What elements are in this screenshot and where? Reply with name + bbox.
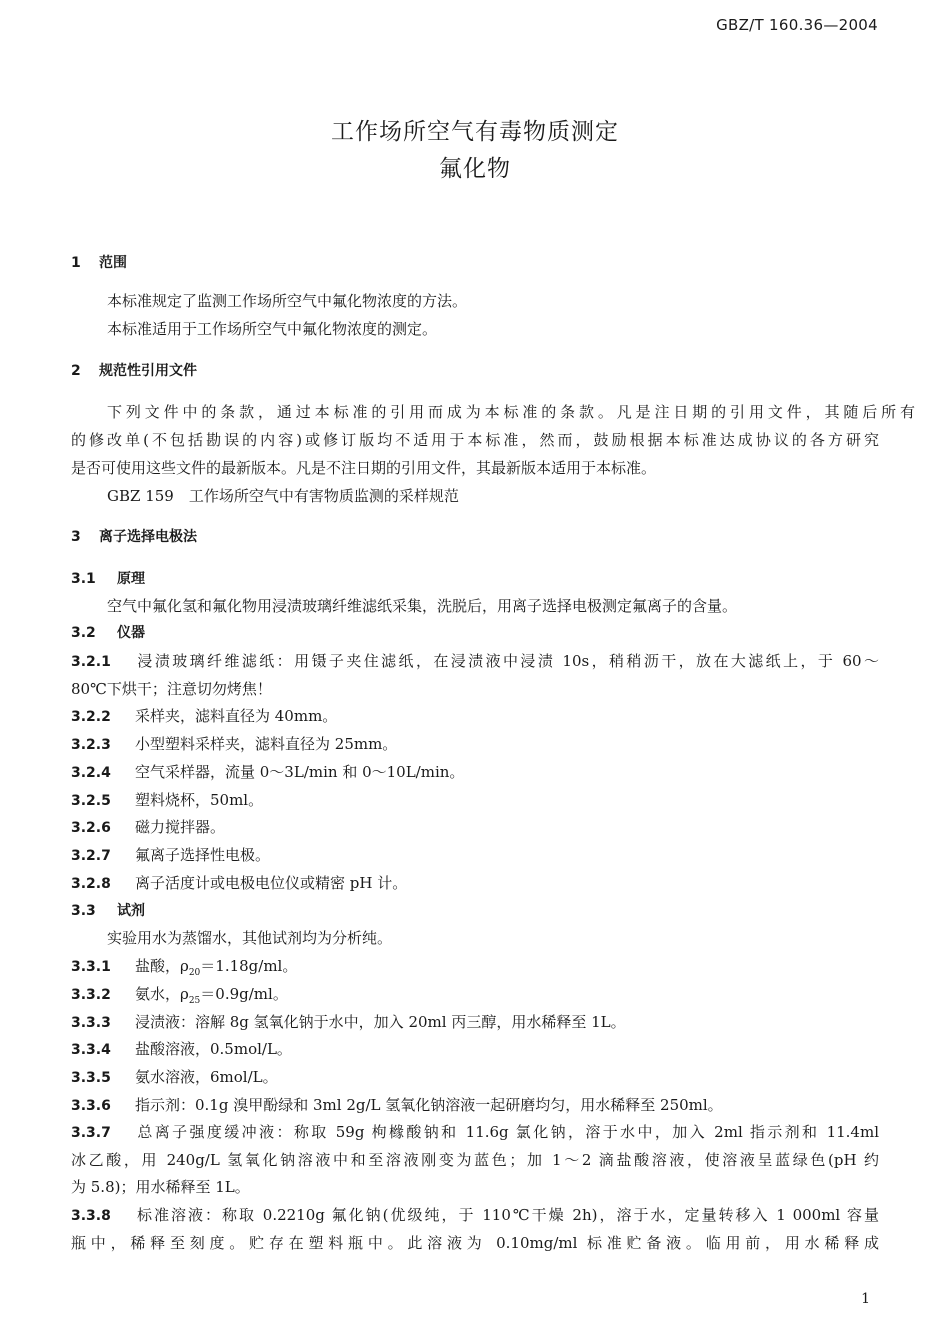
clause-3-2-7 — [71, 846, 879, 865]
clause-number: 3.2.5 — [71, 793, 111, 809]
clause-number: 3.3.3 — [71, 1015, 111, 1031]
clause-text: 采样夹，滤料直径为 40mm。 — [135, 707, 338, 725]
clause-text: 标准溶液：称取 0.2210g 氟化钠(优级纯，于 110℃干燥 2h)，溶于水，定量转移入 1 000ml 容量 — [135, 1206, 879, 1224]
clause-3-3-3 — [71, 1013, 879, 1032]
clause-3-2-2 — [71, 707, 879, 726]
clause-3-3-1 — [71, 957, 879, 982]
clause-3-2-3 — [71, 735, 879, 754]
clause-3-3-8 — [71, 1206, 879, 1225]
section-number: 2 — [71, 363, 81, 379]
subsection-number: 3.3 — [71, 903, 96, 919]
clause-3-2-4 — [71, 763, 879, 782]
clause-text: 指示剂：0.1g 溴甲酚绿和 3ml 2g/L 氢氧化钠溶液一起研磨均匀，用水稀释至 250ml。 — [135, 1096, 723, 1114]
clause-text: 盐酸，ρ — [135, 957, 189, 975]
clause-text: 浸渍液：溶解 8g 氢氧化钠于水中，加入 20ml 丙三醇，用水稀释至 1L。 — [135, 1013, 626, 1031]
subsection-number: 3.2 — [71, 625, 96, 641]
density-subscript: 25 — [188, 996, 201, 1006]
clause-text: 小型塑料采样夹，滤料直径为 25mm。 — [135, 735, 398, 753]
section-title: 规范性引用文件 — [99, 363, 197, 379]
clause-text: 塑料烧杯，50ml。 — [135, 791, 264, 809]
clause-number: 3.2.8 — [71, 876, 111, 892]
clause-3-3-7 — [71, 1123, 879, 1142]
section-title: 范围 — [99, 255, 127, 271]
clause-3-3-4 — [71, 1040, 879, 1059]
subsection-heading — [71, 902, 879, 920]
clause-3-2-1 — [71, 652, 879, 671]
clause-text: 浸渍玻璃纤维滤纸：用镊子夹住滤纸，在浸渍液中浸渍 10s，稍稍沥干，放在大滤纸上，于 60～ — [135, 652, 879, 670]
page-number: 1 — [861, 1291, 870, 1307]
clause-continuation: 瓶中，稀释至刻度。贮存在塑料瓶中。此溶液为 0.10mg/ml 标准贮备液。临用前，用水稀释成 — [71, 1234, 879, 1252]
section-number: 3 — [71, 529, 81, 545]
clause-3-2-6 — [71, 818, 879, 837]
clause-text: 盐酸溶液，0.5mol/L。 — [135, 1040, 292, 1058]
subsection-number: 3.1 — [71, 571, 96, 587]
clause-text: 氨水，ρ — [135, 985, 189, 1003]
clause-text: 氟离子选择性电极。 — [135, 846, 271, 864]
clause-text: 空气采样器，流量 0～3L/min 和 0～10L/min。 — [135, 763, 465, 781]
clause-continuation: 冰乙酸，用 240g/L 氢氧化钠溶液中和至溶液刚变为蓝色；加 1～2 滴盐酸溶液，使溶液呈蓝绿色(pH 约 — [71, 1151, 879, 1169]
clause-continuation: 80℃下烘干；注意切勿烤焦！ — [71, 680, 272, 698]
clause-number: 3.2.2 — [71, 709, 111, 725]
clause-number: 3.3.7 — [71, 1125, 111, 1141]
subsection-title: 试剂 — [117, 903, 145, 919]
clause-text: 总离子强度缓冲液：称取 59g 枸橼酸钠和 11.6g 氯化钠，溶于水中，加入 2ml 指示剂和 11.4ml — [135, 1123, 879, 1141]
clause-3-2-5 — [71, 791, 879, 810]
paragraph: 本标准规定了监测工作场所空气中氟化物浓度的方法。 — [107, 292, 468, 310]
section-3-heading — [71, 528, 879, 546]
paragraph: 空气中氟化氢和氟化物用浸渍玻璃纤维滤纸采集，洗脱后，用离子选择电极测定氟离子的含量。 — [107, 597, 738, 615]
clause-number: 3.2.1 — [71, 654, 111, 670]
reference-item: GBZ 159 工作场所空气中有害物质监测的采样规范 — [107, 487, 459, 505]
clause-continuation: 为 5.8)；用水稀释至 1L。 — [71, 1178, 250, 1196]
document-subtitle: 氟化物 — [439, 156, 511, 182]
clause-text: 氨水溶液，6mol/L。 — [135, 1068, 278, 1086]
section-title: 离子选择电极法 — [99, 529, 197, 545]
section-1-heading — [71, 254, 879, 272]
clause-number: 3.3.4 — [71, 1042, 111, 1058]
clause-text: 磁力搅拌器。 — [135, 818, 226, 836]
clause-text: ＝0.9g/ml。 — [200, 985, 288, 1003]
density-subscript: 20 — [188, 968, 201, 978]
clause-number: 3.2.4 — [71, 765, 111, 781]
clause-3-3-5 — [71, 1068, 879, 1087]
subsection-heading — [71, 570, 879, 588]
clause-number: 3.2.7 — [71, 848, 111, 864]
document-title: 工作场所空气有毒物质测定 — [331, 119, 619, 145]
clause-text: ＝1.18g/ml。 — [200, 957, 298, 975]
subsection-heading — [71, 624, 879, 642]
clause-3-3-6 — [71, 1096, 879, 1115]
paragraph: 实验用水为蒸馏水，其他试剂均为分析纯。 — [107, 929, 393, 947]
clause-number: 3.3.5 — [71, 1070, 111, 1086]
section-number: 1 — [71, 255, 81, 271]
clause-number: 3.2.3 — [71, 737, 111, 753]
clause-number: 3.2.6 — [71, 820, 111, 836]
standard-number: GBZ/T 160.36—2004 — [716, 16, 878, 34]
section-2-heading — [71, 362, 879, 380]
clause-text: 离子活度计或电极电位仪或精密 pH 计。 — [135, 874, 408, 892]
subsection-title: 仪器 — [117, 625, 145, 641]
paragraph-line: 下列文件中的条款，通过本标准的引用而成为本标准的条款。凡是注日期的引用文件，其随后所有 — [107, 403, 915, 421]
paragraph-line: 的修改单(不包括勘误的内容)或修订版均不适用于本标准，然而，鼓励根据本标准达成协议的各方研究 — [71, 431, 879, 449]
clause-number: 3.3.8 — [71, 1208, 111, 1224]
clause-number: 3.3.2 — [71, 987, 111, 1003]
paragraph-line: 是否可使用这些文件的最新版本。凡是不注日期的引用文件，其最新版本适用于本标准。 — [71, 459, 657, 477]
subsection-title: 原理 — [117, 571, 145, 587]
clause-number: 3.3.6 — [71, 1098, 111, 1114]
clause-3-2-8 — [71, 874, 879, 893]
clause-number: 3.3.1 — [71, 959, 111, 975]
clause-3-3-2 — [71, 985, 879, 1010]
paragraph: 本标准适用于工作场所空气中氟化物浓度的测定。 — [107, 320, 438, 338]
